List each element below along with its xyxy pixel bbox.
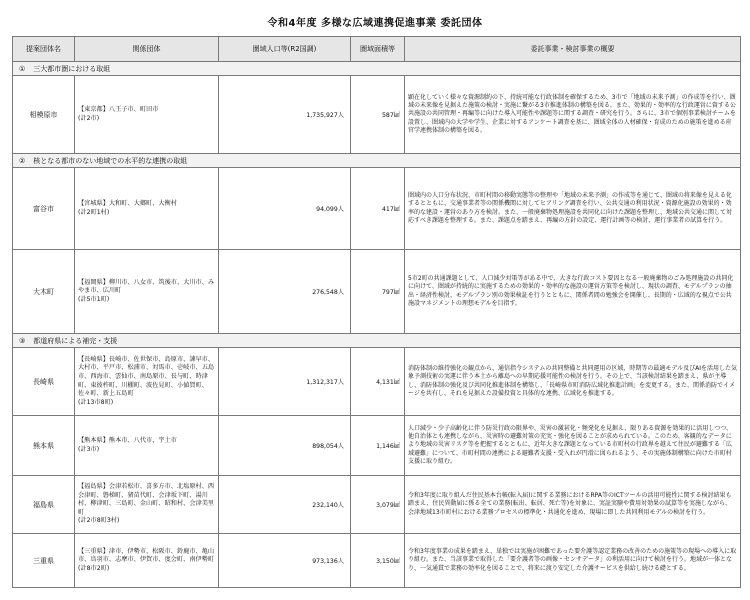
proposer-name: 福島県 [13, 476, 75, 534]
related-orgs: 【福岡県】柳川市、八女市、筑後市、大川市、みやま市、広川町 (計5市1町) [75, 250, 219, 334]
header-population: 圏域人口等(R2国調) [219, 37, 351, 62]
population-value: 973,136人 [219, 534, 351, 588]
population-value: 898,054人 [219, 416, 351, 476]
population-value: 1,735,927人 [219, 76, 351, 154]
table-row [13, 534, 741, 588]
table-row [13, 476, 741, 534]
area-value: 797㎢ [351, 250, 405, 334]
proposer-name: 熊本県 [13, 416, 75, 476]
area-value: 4,131㎢ [351, 348, 405, 416]
summary-text: 令和3年度事業の成果を踏まえ、単独では実施が困難であった要介護等認定業務の改善のための施策等の現場への導入に取り組む。また、当該事業で取得した「要介護者等の画像・センサデータ」の利活用に向けて検討を行う。地域が一体となり、一気通貫で業務の効率化を図ることで、将来に渡り安定した介護サービスを供給し続ける礎とする。 [405, 534, 741, 588]
section-row [13, 62, 741, 76]
header-summary: 委託事業・検討事業の概要 [405, 37, 741, 62]
summary-text: 令和3年度に取り組んだ住民基本台帳(転入届)に関する業務におけるRPA等のICTツールの活用可能性に関する検討結果も踏まえ、住民異動届に係る全ての業務(転出、転居、死亡等)を対象に、実証実験や費用対効果の試算等を実施しながら、会津地域13市町村における業務プロセスの標準化・共通化を進め、現場に即した共同利用モデルの検討を行う。 [405, 476, 741, 534]
section-row [13, 154, 741, 168]
page-title: 令和4年度 多様な広域連携促進事業 委託団体 [267, 18, 483, 29]
area-value: 417㎢ [351, 168, 405, 250]
summary-text: 人口減少・少子高齢化に伴う防災行政の限界や、災害の激甚化・頻発化を見据え、限りある資源を効果的に活用しつつ、他自治体とも連携しながら、災害時の避難対策の充実・強化を図ることが求められている。このため、客観的なデータにより地域の災害リスク等を把握するとともに、近年大きな課題となっている市町村の行政界を越えて住民が避難する「広域避難」について、市町村間の連携による避難者支援・受入れが円滑に図られるよう、その実施体制構築に向けた市町村支援に取り組む。 [405, 416, 741, 476]
commission-table [12, 36, 741, 588]
area-value: 3,079㎢ [351, 476, 405, 534]
header-proposer: 提案団体名 [13, 37, 75, 62]
area-value: 1,146㎢ [351, 416, 405, 476]
table-row [13, 76, 741, 154]
header-row [13, 37, 741, 62]
section-number: ② [19, 156, 26, 165]
section-row [13, 334, 741, 348]
table-row [13, 348, 741, 416]
related-orgs: 【長崎県】長崎市、佐世保市、島原市、諫早市、大村市、平戸市、松浦市、対馬市、壱岐市、五島市、西海市、雲仙市、南島原市、長与町、時津町、東彼杵町、川棚町、波佐見町、小値賀町、佐々町、新上五島町 (計13市8町) [75, 348, 219, 416]
section-label: 核となる都市のない地域での水平的な連携の取組 [33, 156, 188, 165]
summary-text: 消防体制の維持強化の観点から、通信指令システムの共同整備と共同運用の区域、時期等の最適モデル及びAIを活用した気象予測技術の実運に伴う本土から離島への早期応援可能性の検討を行う。その上で、当該検討結果を踏まえ、県が主導し、消防体制の強化及び共同化推進体制を構築し、「長崎県市町消防広域化推進計画」を変更する。また、関係消防でイメージを共有し、それを見据えた設備投資と具体的な連携、広域化を推進する。 [405, 348, 741, 416]
proposer-name: 大木町 [13, 250, 75, 334]
related-orgs: 【東京都】八王子市、町田市 (計2市) [75, 76, 219, 154]
table-row [13, 168, 741, 250]
table-row [13, 416, 741, 476]
proposer-name: 富谷市 [13, 168, 75, 250]
related-orgs: 【三重県】津市、伊勢市、松阪市、鈴鹿市、亀山市、鳥羽市、志摩市、伊賀市、度会町、南伊勢町 (計8市2町) [75, 534, 219, 588]
related-orgs: 【宮城県】大和町、大郷町、大衡村 (計2町1村) [75, 168, 219, 250]
header-related: 関係団体 [75, 37, 219, 62]
population-value: 1,312,317人 [219, 348, 351, 416]
header-area: 圏域面積等 [351, 37, 405, 62]
section-number: ① [19, 64, 26, 73]
area-value: 3,150㎢ [351, 534, 405, 588]
summary-text: 圏域内の人口分布状況、市町村間の移動実態等の整理や「地域の未来予測」の作成等を通じて、圏域の将来像を見える化するとともに、交通事業者等の関係機関に対してヒアリング調査を行い、公共交通の利用状況・資源化施設の効果的・効率的な建設・運営のあり方を検討。また、一般廃棄物処理施設を共同化に向けた課題を整理し、地域公共交通に関して対応すべき課題を整理する。また、課題点を踏まえ、再編の方針の設定、運行計画等の検討、運行事業者の試算を行う。 [405, 168, 741, 250]
proposer-name: 長崎県 [13, 348, 75, 416]
section-label: 三大都市圏における取組 [33, 64, 111, 73]
related-orgs: 【福島県】会津若松市、喜多方市、北塩原村、西会津町、磐梯町、猪苗代町、会津坂下町、湯川村、柳津町、三島町、金山町、昭和村、会津美里町 (計2市8町3村) [75, 476, 219, 534]
population-value: 94,099人 [219, 168, 351, 250]
area-value: 587㎢ [351, 76, 405, 154]
summary-text: 顕在化していく様々な資源制約の下、持続可能な行政体制を確保するため、3市で「地域の未来予測」の作成等を行い、圏域の未来像を見据えた施策の検討・実施に繋がる3市推進体制の構築を図る。また、効果的・効率的な行政運営に資する公共施設の共同管理・再編等に向けた導入可能性や課題等に関する調査・研究を行う。さらに、3市で個別事業検討チームを設置し、圏域内の大学や学生、企業に対するアンケート調査を基に、圏域全体の人材確保・育成のための施策を進める産官学連携体制の構築を図る。 [405, 76, 741, 154]
section-number: ③ [19, 336, 26, 345]
related-orgs: 【熊本県】熊本市、八代市、宇土市 (計3市) [75, 416, 219, 476]
table-row [13, 250, 741, 334]
summary-text: 5市2町の共通課題として、人口減少対策等がある中で、大きな行政コスト要因となる一般廃棄物のごみ処理施設の共同化に向けて、圏域が持続的に実施するための効果的・効率的な施設の運営方策等を検討し、現状の調査、モデルプランの抽出・経済性検討、モデルプラン別の効果検証を行うとともに、関係者間の勉強会を開催し、長期的・広域的な視点で公共施設マネジメントの理想モデルを目指す。 [405, 250, 741, 334]
proposer-name: 相模原市 [13, 76, 75, 154]
population-value: 276,548人 [219, 250, 351, 334]
population-value: 232,140人 [219, 476, 351, 534]
section-label: 都道府県による補完・支援 [33, 336, 118, 345]
proposer-name: 三重県 [13, 534, 75, 588]
